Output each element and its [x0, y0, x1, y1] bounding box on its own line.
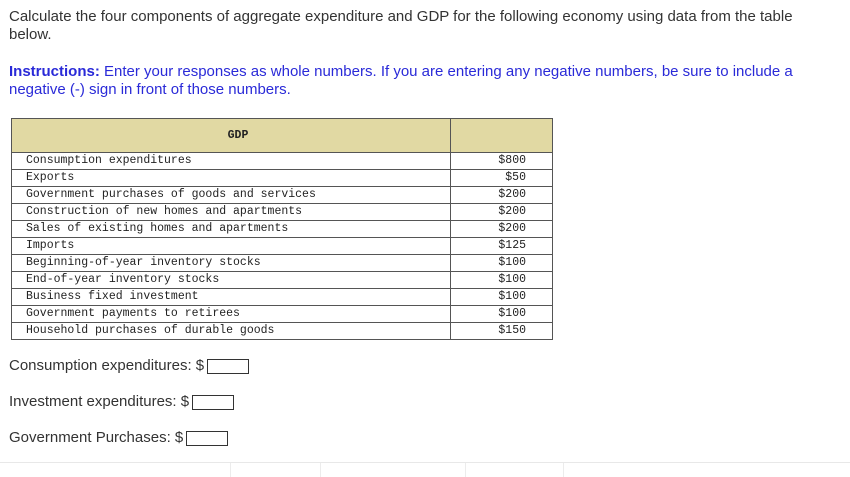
table-row: [12, 323, 553, 340]
government-answer-label: Government Purchases: $: [9, 429, 184, 446]
divider-tick: [563, 463, 564, 477]
government-answer-input[interactable]: [186, 431, 228, 446]
row-label: Business fixed investment: [12, 289, 451, 306]
table-row: [12, 238, 553, 255]
row-value: $200: [451, 187, 553, 204]
consumption-answer-input[interactable]: [207, 359, 249, 374]
table-row: [12, 306, 553, 323]
row-label: Household purchases of durable goods: [12, 323, 451, 340]
table-header-value: [451, 119, 553, 153]
row-label: Exports: [12, 170, 451, 187]
instructions-body: Enter your responses as whole numbers. If you are entering any negative numbers, be sure to include a negative (-) sign in front of those numbers.: [9, 63, 793, 98]
row-value: $150: [451, 323, 553, 340]
bottom-divider: [0, 462, 850, 463]
row-value: $100: [451, 306, 553, 323]
row-label: Beginning-of-year inventory stocks: [12, 255, 451, 272]
investment-answer-row: [9, 393, 234, 411]
row-value: $800: [451, 153, 553, 170]
instructions-label: Instructions:: [9, 63, 100, 80]
row-value: $100: [451, 272, 553, 289]
row-value: $100: [451, 255, 553, 272]
table-header-row: [12, 119, 553, 153]
consumption-answer-label: Consumption expenditures: $: [9, 357, 205, 374]
row-label: Construction of new homes and apartments: [12, 204, 451, 221]
table-row: [12, 255, 553, 272]
row-label: Government payments to retirees: [12, 306, 451, 323]
row-label: End-of-year inventory stocks: [12, 272, 451, 289]
table-row: [12, 221, 553, 238]
row-label: Imports: [12, 238, 451, 255]
question-text: Calculate the four components of aggregate expenditure and GDP for the following economy using data from the table below.: [9, 8, 793, 43]
row-value: $100: [451, 289, 553, 306]
table-row: [12, 153, 553, 170]
table-row: [12, 187, 553, 204]
row-label: Consumption expenditures: [12, 153, 451, 170]
row-value: $200: [451, 204, 553, 221]
investment-answer-input[interactable]: [192, 395, 234, 410]
row-value: $125: [451, 238, 553, 255]
table-row: [12, 289, 553, 306]
row-value: $50: [451, 170, 553, 187]
gdp-data-table: [11, 118, 553, 340]
divider-tick: [465, 463, 466, 477]
divider-tick: [320, 463, 321, 477]
table-row: [12, 272, 553, 289]
table-row: [12, 170, 553, 187]
row-value: $200: [451, 221, 553, 238]
government-answer-row: [9, 429, 228, 447]
row-label: Government purchases of goods and services: [12, 187, 451, 204]
instructions-text: [9, 63, 839, 99]
table-row: [12, 204, 553, 221]
row-label: Sales of existing homes and apartments: [12, 221, 451, 238]
divider-tick: [230, 463, 231, 477]
table-header-gdp: GDP: [12, 119, 451, 153]
investment-answer-label: Investment expenditures: $: [9, 393, 190, 410]
consumption-answer-row: [9, 357, 249, 375]
